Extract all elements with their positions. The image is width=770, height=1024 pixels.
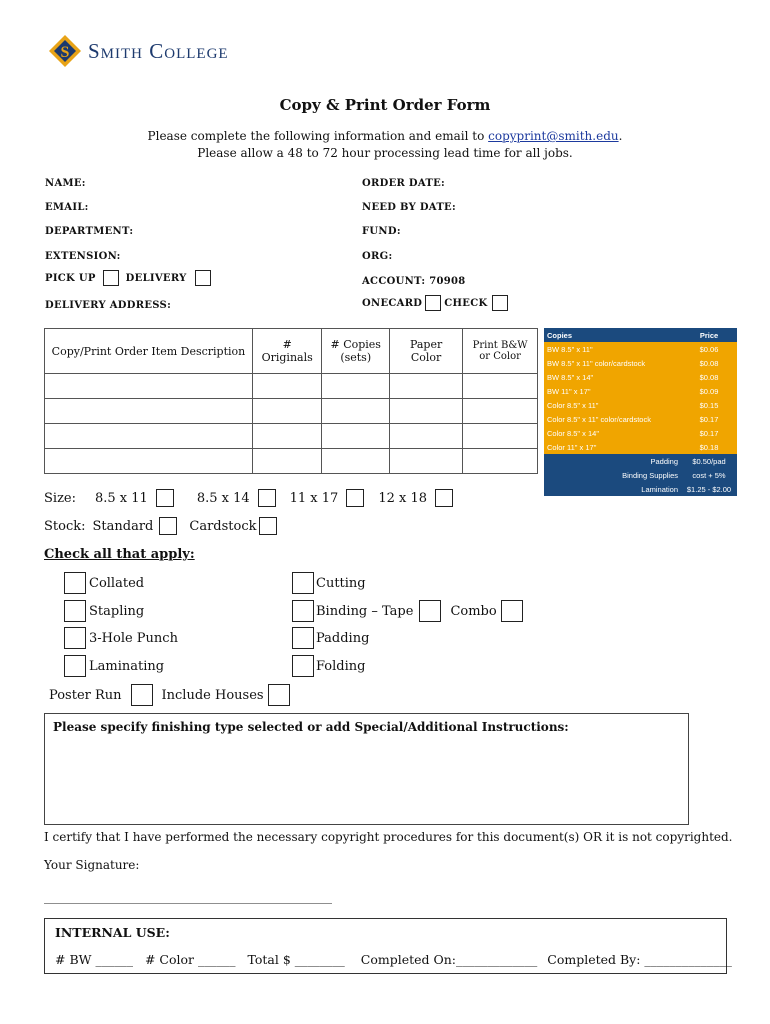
pickup-label: PICK UP xyxy=(45,272,96,284)
header-description: Copy/Print Order Item Description xyxy=(45,329,253,374)
size-12x18-checkbox[interactable] xyxy=(435,489,453,507)
instructions-box[interactable] xyxy=(44,713,689,825)
internal-use-box xyxy=(44,918,732,974)
name-label[interactable]: NAME: xyxy=(45,178,86,189)
stock-cardstock-checkbox[interactable] xyxy=(259,517,277,535)
laminating-label: Laminating xyxy=(89,658,165,674)
smith-college-logo xyxy=(48,33,229,69)
collated-checkbox[interactable] xyxy=(64,572,86,594)
price-list xyxy=(544,328,737,496)
stock-option-label: Standard xyxy=(92,518,154,534)
check-checkbox[interactable] xyxy=(492,295,508,311)
internal-completed-on[interactable]: Completed On:_____________ xyxy=(360,952,538,967)
size-8-5x11-checkbox[interactable] xyxy=(156,489,174,507)
header-originals: # Originals xyxy=(252,329,321,374)
include-houses-checkbox[interactable] xyxy=(268,684,290,706)
svg-text:S: S xyxy=(60,44,70,61)
pickup-delivery-row xyxy=(45,270,211,286)
size-row xyxy=(44,489,453,507)
fund-label[interactable]: FUND: xyxy=(362,226,401,237)
size-8-5x14-checkbox[interactable] xyxy=(258,489,276,507)
hole-punch-option[interactable] xyxy=(64,627,178,649)
stock-label: Stock: xyxy=(44,518,86,534)
order-items-table xyxy=(44,328,538,474)
intro-line1-pre: Please complete the following information and email to xyxy=(147,129,489,143)
price-row: Color 8.5" x 11" color/cardstock $0.17 xyxy=(544,412,737,426)
department-label[interactable]: DEPARTMENT: xyxy=(45,226,134,237)
folding-option[interactable] xyxy=(292,655,365,677)
internal-bw[interactable]: # BW ______ xyxy=(55,952,133,967)
table-row[interactable] xyxy=(45,424,538,449)
order-date-label[interactable]: ORDER DATE: xyxy=(362,178,446,189)
size-label: Size: xyxy=(44,490,76,506)
onecard-checkbox[interactable] xyxy=(425,295,441,311)
stock-option-label: Cardstock xyxy=(189,518,257,534)
price-extra-row: Binding Supplies cost + 5% xyxy=(544,468,737,482)
stock-standard-checkbox[interactable] xyxy=(159,517,177,535)
padding-checkbox[interactable] xyxy=(292,627,314,649)
collated-option[interactable] xyxy=(64,572,144,594)
intro-line2: Please allow a 48 to 72 hour processing lead time for all jobs. xyxy=(197,146,573,160)
laminating-option[interactable] xyxy=(64,655,164,677)
signature-label: Your Signature: xyxy=(44,858,140,872)
poster-row xyxy=(49,684,290,706)
price-header-copies: Copies xyxy=(547,330,573,340)
table-row[interactable] xyxy=(45,374,538,399)
combo-checkbox[interactable] xyxy=(501,600,523,622)
payment-row xyxy=(362,295,508,311)
table-row[interactable] xyxy=(45,399,538,424)
stapling-option[interactable] xyxy=(64,600,144,622)
combo-label: Combo xyxy=(450,603,497,619)
stapling-label: Stapling xyxy=(89,603,145,619)
folding-label: Folding xyxy=(316,658,366,674)
price-row: BW 8.5" x 14" $0.08 xyxy=(544,370,737,384)
email-label[interactable]: EMAIL: xyxy=(45,202,89,213)
price-row: BW 11" x 17" $0.09 xyxy=(544,384,737,398)
price-header-row xyxy=(544,328,737,342)
internal-fields-row xyxy=(55,952,732,967)
price-extra-row: Lamination $1.25 - $2.00 xyxy=(544,482,737,496)
folding-checkbox[interactable] xyxy=(292,655,314,677)
collated-label: Collated xyxy=(89,575,145,591)
certify-text: I certify that I have performed the necessary copyright procedures for this document(s) OR it is not copyrighted. xyxy=(44,830,733,844)
internal-title: INTERNAL USE: xyxy=(55,925,170,940)
size-option-label: 11 x 17 xyxy=(289,490,339,506)
binding-option[interactable] xyxy=(292,600,523,622)
price-row: BW 8.5" x 11" $0.06 xyxy=(544,342,737,356)
size-option-label: 8.5 x 14 xyxy=(196,490,250,506)
stapling-checkbox[interactable] xyxy=(64,600,86,622)
check-label: CHECK xyxy=(444,297,488,309)
email-link[interactable]: copyprint@smith.edu xyxy=(488,129,619,143)
stock-row xyxy=(44,517,277,535)
padding-option[interactable] xyxy=(292,627,369,649)
price-row: Color 11" x 17" $0.18 xyxy=(544,440,737,454)
onecard-label: ONECARD xyxy=(362,297,423,309)
delivery-label: DELIVERY xyxy=(125,272,187,284)
cutting-option[interactable] xyxy=(292,572,366,594)
cutting-checkbox[interactable] xyxy=(292,572,314,594)
intro-line1-post: . xyxy=(618,129,623,143)
intro-text xyxy=(0,128,770,162)
header-print-type: Print B&W or Color xyxy=(463,329,538,374)
signature-line[interactable]: ________________________________________________ xyxy=(44,890,332,904)
table-row[interactable] xyxy=(45,449,538,474)
table-header-row xyxy=(45,329,538,374)
poster-run-label: Poster Run xyxy=(49,687,122,703)
padding-label: Padding xyxy=(316,630,370,646)
binding-checkbox[interactable] xyxy=(292,600,314,622)
size-option-label: 8.5 x 11 xyxy=(95,490,148,506)
smith-shield-icon xyxy=(48,34,82,68)
header-paper-color: Paper Color xyxy=(390,329,463,374)
need-by-date-label[interactable]: NEED BY DATE: xyxy=(362,202,456,213)
logo-text: Smith College xyxy=(88,38,229,63)
org-label[interactable]: ORG: xyxy=(362,251,393,262)
price-row: Color 8.5" x 14" $0.17 xyxy=(544,426,737,440)
hole-punch-label: 3-Hole Punch xyxy=(89,630,178,646)
hole-punch-checkbox[interactable] xyxy=(64,627,86,649)
price-extra-row: Padding $0.50/pad xyxy=(544,454,737,468)
internal-total[interactable]: Total $ ________ xyxy=(247,952,345,967)
laminating-checkbox[interactable] xyxy=(64,655,86,677)
form-title: Copy & Print Order Form xyxy=(279,96,491,114)
size-option-label: 12 x 18 xyxy=(378,490,427,506)
price-header-price: Price xyxy=(699,330,719,340)
price-row: BW 8.5" x 11" color/cardstock $0.08 xyxy=(544,356,737,370)
cutting-label: Cutting xyxy=(316,575,366,591)
instructions-label: Please specify finishing type selected or add Special/Additional Instructions: xyxy=(53,720,569,734)
pickup-checkbox[interactable] xyxy=(103,270,119,286)
extension-label[interactable]: EXTENSION: xyxy=(45,251,121,262)
delivery-checkbox[interactable] xyxy=(195,270,211,286)
internal-completed-by[interactable]: Completed By: ______________ xyxy=(547,952,732,967)
price-row: Color 8.5" x 11" $0.15 xyxy=(544,398,737,412)
header-copies: # Copies (sets) xyxy=(322,329,390,374)
account-label: ACCOUNT: 70908 xyxy=(362,276,466,287)
binding-label: Binding – Tape xyxy=(316,603,414,619)
delivery-address-label[interactable]: DELIVERY ADDRESS: xyxy=(45,300,172,311)
finishing-heading: Check all that apply: xyxy=(44,547,195,562)
poster-run-checkbox[interactable] xyxy=(131,684,153,706)
internal-color[interactable]: # Color ______ xyxy=(144,952,236,967)
include-houses-label: Include Houses xyxy=(161,687,264,703)
binding-tape-checkbox[interactable] xyxy=(419,600,441,622)
size-11x17-checkbox[interactable] xyxy=(346,489,364,507)
